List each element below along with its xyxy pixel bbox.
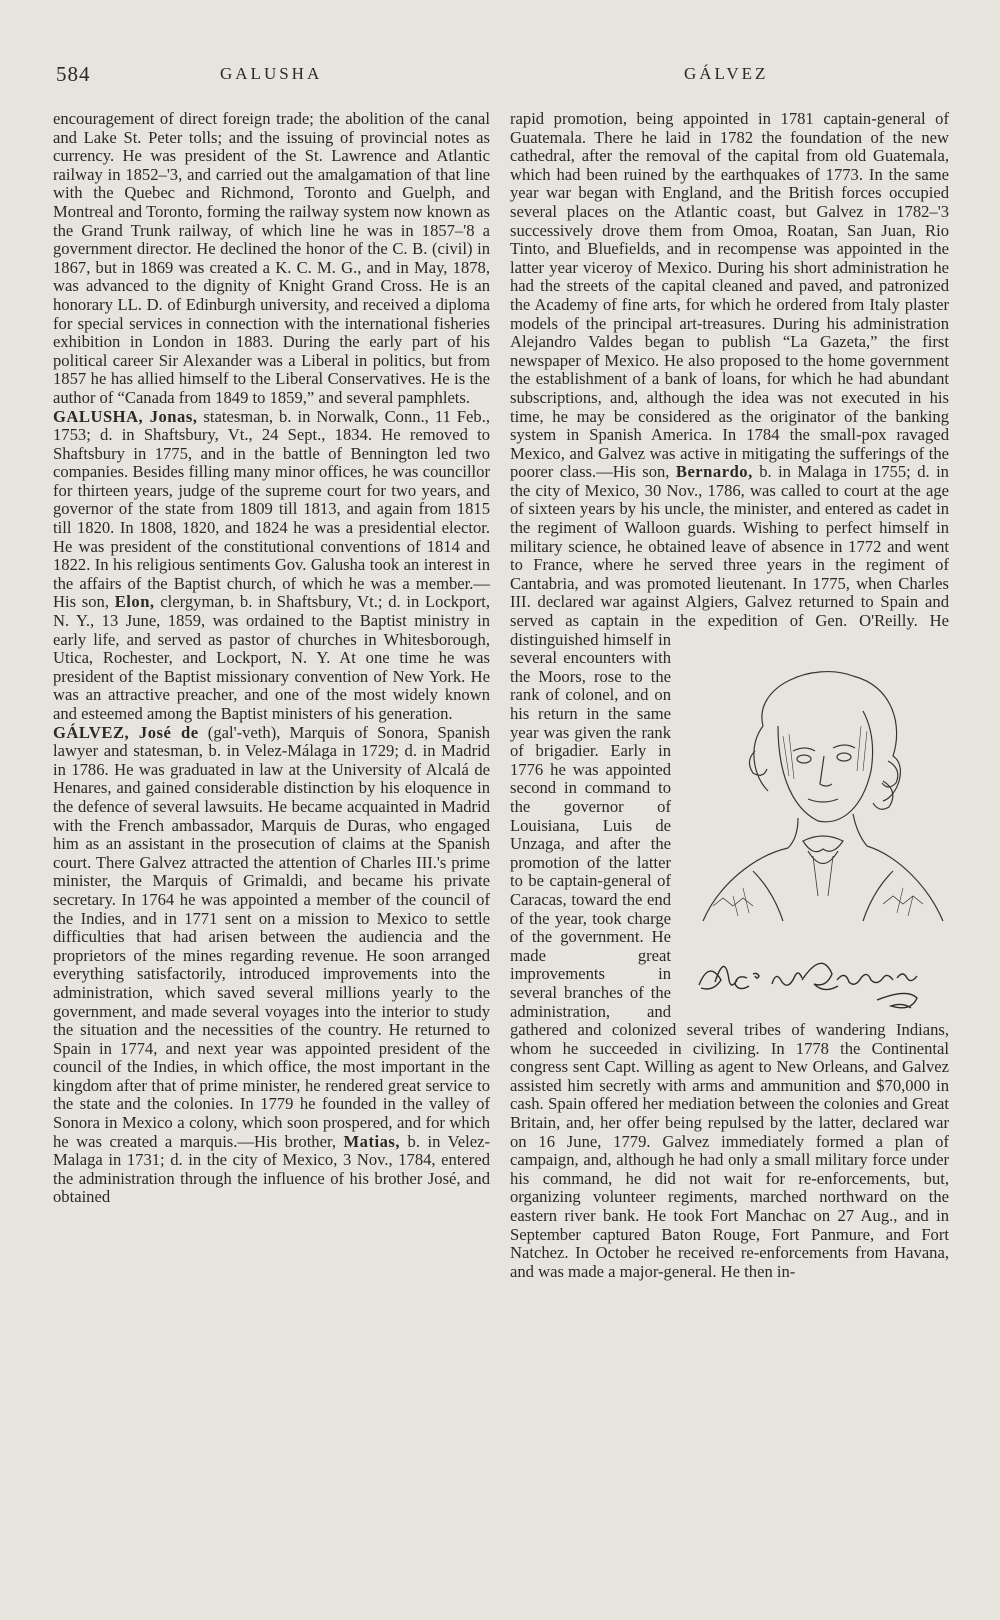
portrait-engraving <box>693 656 948 926</box>
running-head-left: GALUSHA <box>220 64 323 83</box>
entry-heading: GALUSHA, Jonas, <box>53 406 198 426</box>
entry-text: b. in Malaga in 1755; d. in the city of Mexico, 30 Nov., 1786, was called to court at the age of sixteen years by his uncle, the minister, and entered as cadet in the regiment of Walloon guards. Wishing to perfect himself in military science, he obtained leave of absence in 1772 and went to France, where he served three years in the regiment of Cantabria, and was promoted lieutenant. In 1775, when Charles III. declared war against Algiers, Galvez returned to Spain and served as captain in the expedition of Gen. O'Reilly. He distinguished himself in several encounters with the Moors, rose to the rank of colonel, and on his return in the same year was given the rank of brigadier. Early in 1776 he was appointed second in command to the governor of Louisiana, Luis de Unzaga, and after the promotion of the latter to be captain-general of Caracas, toward the end of the year, took charge of the government. He made great improvements in several branches of the administration, and gathered and colonized several tribes of wandering Indians, whom he succeeded in civilizing. In 1778 the Continental congress sent Capt. Willing as agent to New Orleans, and Galvez assisted him secretly with arms and ammunition and $70,000 in cash. Spain offered her mediation between the colonies and Great Britain, and, her offer being repulsed by the latter, declared war on 16 June, 1779. Galvez immediately formed a plan of campaign, and, although he had only a small military force under his command, he did not wait for re-enforcements, but, organizing volunteer regiments, marched northward on the eastern river bank. He took Fort Manchac on 27 Aug., and in September captured Baton Rouge, Fort Panmure, and Fort Natchez. In October he received re-enforcements from Havana, and was made a major-general. He then in- <box>510 462 949 1281</box>
page-number: 584 <box>56 62 91 86</box>
entry-galusha-jonas <box>53 408 490 724</box>
person-name-matias: Matias, <box>343 1131 401 1151</box>
person-name-elon: Elon, <box>114 592 155 612</box>
signature-image <box>687 940 959 1030</box>
entry-heading: GÁLVEZ, José de <box>53 722 199 742</box>
portrait-figure <box>687 650 959 1040</box>
entry-text: (gal'-veth), Marquis of Sonora, Spanish lawyer and statesman, b. in Velez-Málaga in 1729; d. in Madrid in 1786. He was graduated in law at the University of Alcalá de Henares, and gained considerable distinction by his eloquence in the defence of several lawsuits. He became acquainted in Madrid with the French ambassador, Marquis de Duras, who engaged him as an assistant in the prosecution of claims at the Spanish court. There Galvez attracted the attention of Charles III.'s prime minister, the Marquis of Grimaldi, and became his private secretary. In 1764 he was appointed a member of the council of the Indies, and in 1771 sent on a mission to Mexico to settle difficulties that had arisen between the audiencia and the proprietors of the mines regarding revenue. He soon arranged everything satisfactorily, introduced improvements into the administration, which saved several millions yearly to the government, and made several voyages into the interior to study the situation and the necessities of the country. He returned to Spain in 1774, and next year was appointed president of the council of the Indies, in which office, the most important in the kingdom after that of prime minister, he rendered great service to the state and the colonies. In 1779 he founded in the valley of Sonora in Mexico a colony, which soon prospered, and for which he was created a marquis.—His brother, <box>53 722 490 1151</box>
page-header <box>0 56 1000 96</box>
running-head-right: GÁLVEZ <box>684 64 769 83</box>
continued-paragraph: encouragement of direct foreign trade; the abolition of the canal and Lake St. Peter tolls; and the issuing of provincial notes as currency. He was president of the St. Lawrence and Atlantic railway in 1852–'3, and carried out the amalgamation of that line with the Quebec and Richmond, Toronto and Guelph, and Montreal and Toronto, forming the railway system now known as the Grand Trunk railway, of which line he was in 1857–'8 a government director. He declined the honor of the C. B. (civil) in 1867, but in 1869 was created a K. C. M. G., and in May, 1878, was advanced to the dignity of Knight Grand Cross. He is an honorary LL. D. of Edinburgh university, and received a diploma for special services in connection with the international fisheries exhibition in London in 1883. During the early part of his political career Sir Alexander was a Liberal in politics, but from 1857 he has allied himself to the Liberal Conservatives. He is the author of “Canada from 1849 to 1859,” and several pamphlets. <box>53 109 490 407</box>
entry-text: rapid promotion, being appointed in 1781 captain-general of Guatemala. There he laid in 1782 the foundation of the new cathedral, after the removal of the capital from old Guatemala, which had been ruined by the earthquakes of 1773. In the same year war began with England, and the British forces occupied several places on the Atlantic coast, but Galvez in 1782–'3 successively drove them from Omoa, Roatan, San Juan, Rio Tinto, and Bluefields, and in recompense was appointed in the latter year viceroy of Mexico. During his short administration he had the streets of the capital cleaned and paved, and patronized the Academy of fine arts, for which he ordered from Italy plaster models of the principal art-treasures. During his administration Alejandro Valdes began to publish “La Gazeta,” the first newspaper of Mexico. He also proposed to the home government the establishment of a bank of loans, for which he had abundant subscriptions, and, although the idea was not executed in his time, he may be considered as the originator of the banking system in Spanish America. In 1784 the small-pox ravaged Mexico, and Galvez was active in mitigating the sufferings of the poorer class.—His son, <box>510 109 949 482</box>
entry-text: b. in Velez-Malaga in 1731; d. in the city of Mexico, 3 Nov., 1784, entered the administration through the influence of his brother José, and obtained <box>53 1131 491 1207</box>
entry-text: statesman, b. in Norwalk, Conn., 11 Feb., 1753; d. in Shaftsbury, Vt., 24 Sept., 1834. He removed to Shaftsbury in 1775, and in the battle of Bennington led two companies. Besides filling many minor offices, he was councillor for thirteen years, judge of the supreme court for two years, and governor of the state from 1809 till 1813, and again from 1815 till 1820. In 1808, 1820, and 1824 he was a presidential elector. He was president of the constitutional conventions of 1814 and 1822. In his religious sentiments Gov. Galusha took an interest in the affairs of the Baptist church, of which he was a member.—His son, <box>53 406 490 612</box>
left-column <box>53 110 490 1207</box>
entry-text: clergyman, b. in Shaftsbury, Vt.; d. in Lockport, N. Y., 13 June, 1859, was ordained to the Baptist ministry in early life, and served as pastor of churches in Whitesborough, Utica, Rochester, and Lockport, N. Y. At one time he was president of the Baptist missionary convention of New York. He was an attractive preacher, and one of the most widely known and esteemed among the Baptist ministers of his generation. <box>53 592 490 723</box>
entry-galvez-jose <box>53 724 490 1207</box>
person-name-bernardo: Bernardo, <box>675 462 753 482</box>
